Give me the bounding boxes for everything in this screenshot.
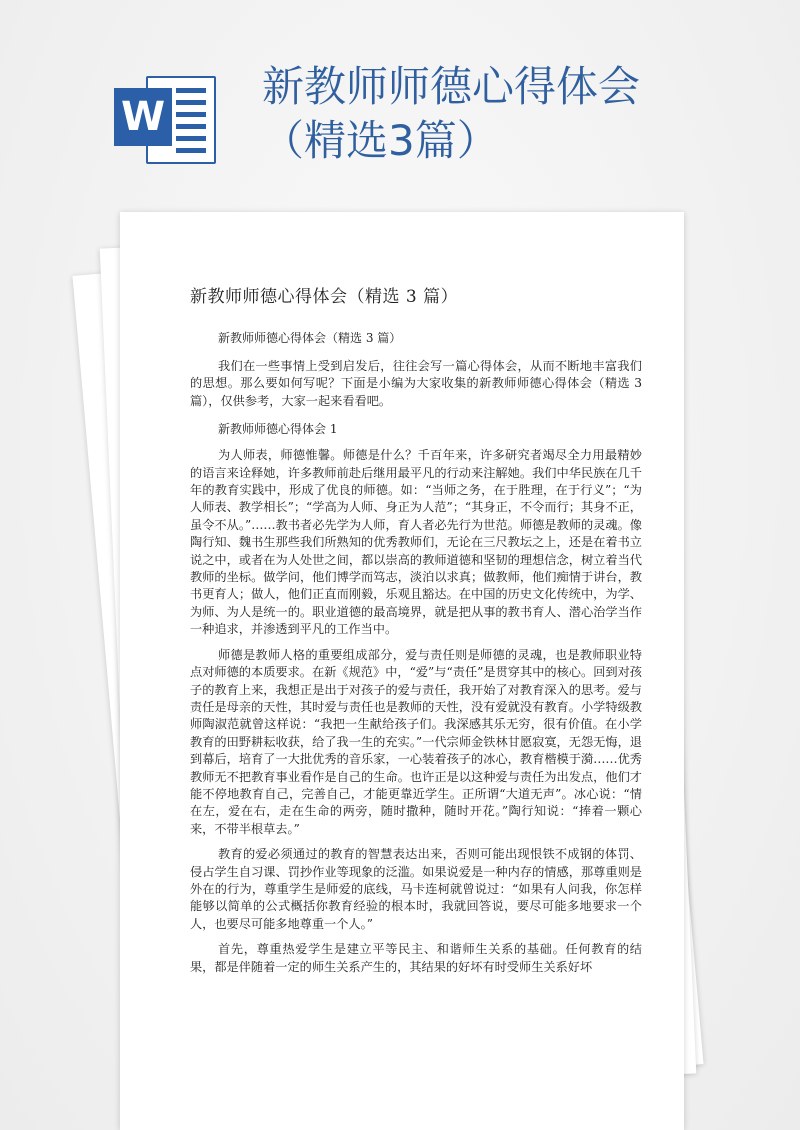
word-badge: W <box>114 88 172 146</box>
body-paragraph: 教育的爱必须通过的教育的智慧表达出来，否则可能出现恨铁不成钢的体罚、侵占学生自习课、罚抄作业等现象的泛滥。如果说爱是一种内存的情感，那尊重则是外在的行为，尊重学生是师爱的底线，马卡连柯就曾说过：“如果有人问我，你怎样能够以简单的公式概括你教育经验的根本时，我就回答说，要尽可能多地要求一个人，也要尽可能多地尊重一个人。” <box>190 847 642 931</box>
section-title: 新教师师德心得体会 1 <box>218 422 338 437</box>
body-paragraph: 首先，尊重热爱学生是建立平等民主、和谐师生关系的基础。任何教育的结果，都是伴随着一定的师生关系产生的，其结果的好坏有时受师生关系好坏 <box>190 942 642 974</box>
body-paragraph: 为人师表，师德惟馨。师德是什么？千百年来，许多研究者竭尽全力用最精妙的语言来诠释她，许多教师前赴后继用最平凡的行动来注解她。我们中华民族在几千年的教育实践中，形成了优良的师德。如：“当师之务，在于胜理，在于行义”；“为人师表、教学相长”；“学高为人师、身正为人范”；“其身正，不令而行；其身不正，虽令不从。”……教书者必先学为人师，育人者必先行为世范。师德是教师的灵魂。像陶行知、魏书生那些我们所熟知的优秀教师们，无论在三尺教坛之上，还是在着书立说之中，或者在为人处世之间，都以崇高的教师道德和坚韧的理想信念，树立着当代教师的坐标。做学问，他们博学而笃志，淡泊以求真；做教师，他们痴情于讲台，教书更育人；做人，他们正直而刚毅，乐观且豁达。在中国的历史文化传统中，为学、为师、为人是统一的。职业道德的最高境界，就是把从事的教书育人、潜心治学当作一种追求，并渗透到平凡的工作当中。 <box>190 448 642 637</box>
page-title: 新教师师德心得体会（精选3篇） <box>262 62 641 165</box>
document-subheading: 新教师师德心得体会（精选 3 篇） <box>218 331 402 345</box>
document-content <box>190 282 642 984</box>
body-paragraph: 师德是教师人格的重要组成部分，爱与责任则是师德的灵魂，也是教师职业特点对师德的本质要求。在新《规范》中，“爱”与“责任”是贯穿其中的核心。回到对孩子的教育上来，我想正是出于对孩子的爱与责任，我开始了对教育深入的思考。爱与责任是母亲的天性，其时爱与责任也是教师的天性，没有爱就没有教育。小学特级教师陶淑范就曾这样说：“我把一生献给孩子们。我深感其乐无穷，很有价值。在小学教育的田野耕耘收获，给了我一生的充实。”一代宗师金铁林甘愿寂寞，无怨无悔，退到幕后，培育了一大批优秀的音乐家，一心装着孩子的冰心，教育楷模于漪……优秀教师无不把教育事业看作是自己的生命。也许正是以这种爱与责任为出发点，他们才能不停地教育自己，完善自己，才能更靠近学生。正所谓“大道无声”。冰心说：“情在左，爱在右，走在生命的两旁，随时撒种，随时开花。”陶行知说：“捧着一颗心来，不带半根草去。” <box>190 647 642 836</box>
word-logo-icon <box>108 62 218 172</box>
document-heading: 新教师师德心得体会（精选 3 篇） <box>190 287 459 307</box>
intro-paragraph: 我们在一些事情上受到启发后，往往会写一篇心得体会，从而不断地丰富我们的思想。那么要如何写呢？下面是小编为大家收集的新教师师德心得体会（精选 3 篇），仅供参考，大家一起来看看吧。 <box>190 359 642 408</box>
